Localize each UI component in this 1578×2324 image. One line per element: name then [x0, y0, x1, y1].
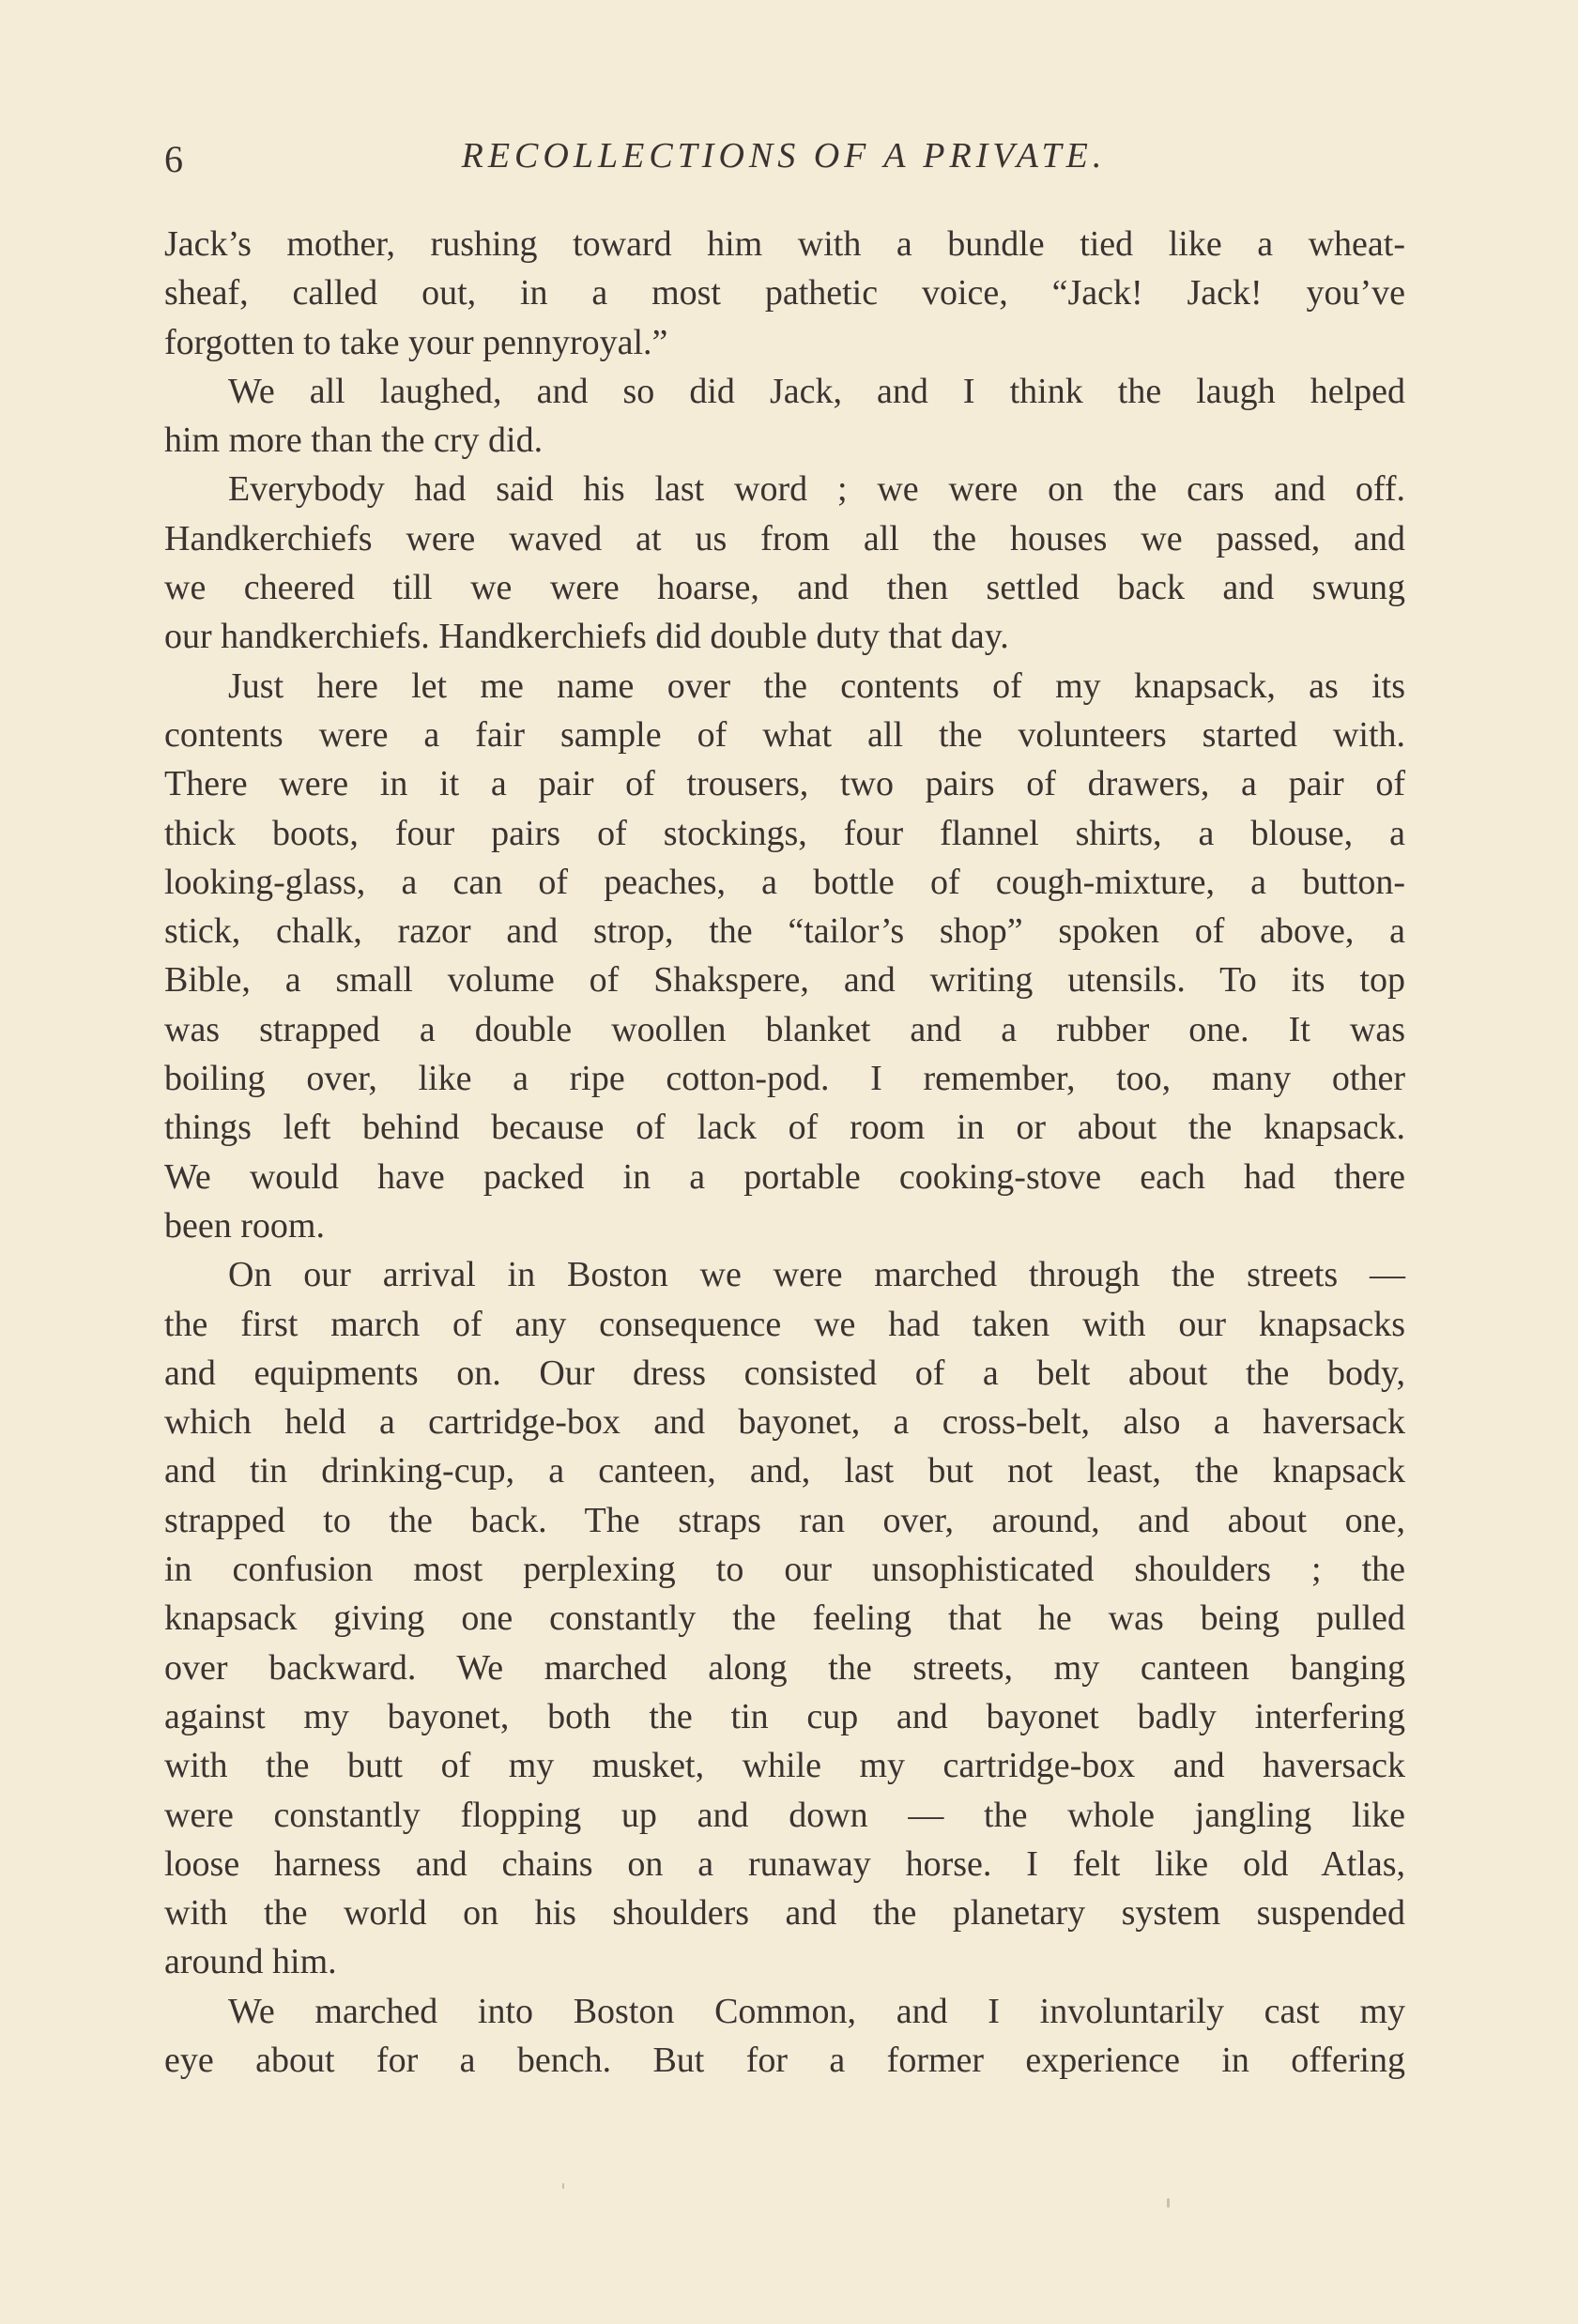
text-line: looking-glass, a can of peaches, a bottle of cough-mixture, a button- [164, 862, 1405, 902]
text-line: in confusion most perplexing to our unsophisticated shoulders ; the [164, 1550, 1405, 1590]
text-line: with the world on his shoulders and the planetary system suspended [164, 1893, 1405, 1934]
text-line: knapsack giving one constantly the feeling that he was being pulled [164, 1598, 1405, 1639]
text-line: eye about for a bench. But for a former experience in offering [164, 2040, 1405, 2080]
paragraph [164, 1987, 1405, 2086]
paper-speck [1167, 2198, 1170, 2208]
running-head [164, 130, 1403, 186]
text-line: Just here let me name over the contents of my knapsack, as its [228, 665, 1405, 706]
text-line: over backward. We marched along the streets, my canteen banging [164, 1647, 1405, 1688]
running-title: RECOLLECTIONS OF A PRIVATE. [461, 136, 1107, 176]
paper-speck [562, 2183, 564, 2189]
text-line: we cheered till we were hoarse, and then settled back and swung [164, 568, 1405, 608]
paragraph [164, 465, 1405, 661]
text-line: which held a cartridge-box and bayonet, a cross-belt, also a haversack [164, 1402, 1405, 1443]
text-line: loose harness and chains on a runaway horse. I felt like old Atlas, [164, 1843, 1405, 1884]
text-line: We marched into Boston Common, and I involuntarily cast my [228, 1991, 1405, 2031]
text-line: the first march of any consequence we had taken with our knapsacks [164, 1304, 1405, 1344]
text-line: contents were a fair sample of what all the volunteers started with. [164, 714, 1405, 755]
text-line: We would have packed in a portable cooking-stove each had there [164, 1156, 1405, 1197]
text-line: Handkerchiefs were waved at us from all the houses we passed, and [164, 518, 1405, 558]
text-line: were constantly flopping up and down — the whole jangling like [164, 1795, 1405, 1835]
text-line: and tin drinking-cup, a canteen, and, last but not least, the knapsack [164, 1451, 1405, 1491]
paragraph [164, 1250, 1405, 1986]
text-line: forgotten to take your pennyroyal.” [164, 322, 668, 362]
text-line: Jack’s mother, rushing toward him with a bundle tied like a wheat- [164, 224, 1405, 264]
text-line: We all laughed, and so did Jack, and I think the laugh helped [228, 371, 1405, 411]
text-line: him more than the cry did. [164, 420, 544, 461]
text-line: around him. [164, 1942, 337, 1982]
text-line: against my bayonet, both the tin cup and bayonet badly interfering [164, 1696, 1405, 1736]
paragraph [164, 662, 1405, 1251]
text-line: boiling over, like a ripe cotton-pod. I remember, too, many other [164, 1059, 1405, 1099]
text-line: Everybody had said his last word ; we were on the cars and off. [228, 469, 1405, 510]
text-line: strapped to the back. The straps ran over, around, and about one, [164, 1500, 1405, 1540]
text-line: There were in it a pair of trousers, two pairs of drawers, a pair of [164, 764, 1405, 804]
text-line: our handkerchiefs. Handkerchiefs did double duty that day. [164, 617, 1009, 657]
text-line: thick boots, four pairs of stockings, four flannel shirts, a blouse, a [164, 813, 1405, 853]
text-line: was strapped a double woollen blanket and a rubber one. It was [164, 1009, 1405, 1049]
text-line: Bible, a small volume of Shakspere, and writing utensils. To its top [164, 960, 1405, 1001]
paragraph [164, 220, 1405, 367]
text-line: sheaf, called out, in a most pathetic voice, “Jack! Jack! you’ve [164, 273, 1405, 313]
text-line: On our arrival in Boston we were marched through the streets — [228, 1255, 1405, 1295]
text-line: been room. [164, 1205, 325, 1246]
body-text [164, 220, 1405, 2085]
text-line: and equipments on. Our dress consisted of a belt about the body, [164, 1353, 1405, 1393]
text-line: things left behind because of lack of room in or about the knapsack. [164, 1108, 1405, 1148]
text-line: with the butt of my musket, while my cartridge-box and haversack [164, 1746, 1405, 1786]
text-line: stick, chalk, razor and strop, the “tailor’s shop” spoken of above, a [164, 911, 1405, 952]
page-number: 6 [164, 138, 183, 180]
paragraph [164, 367, 1405, 466]
